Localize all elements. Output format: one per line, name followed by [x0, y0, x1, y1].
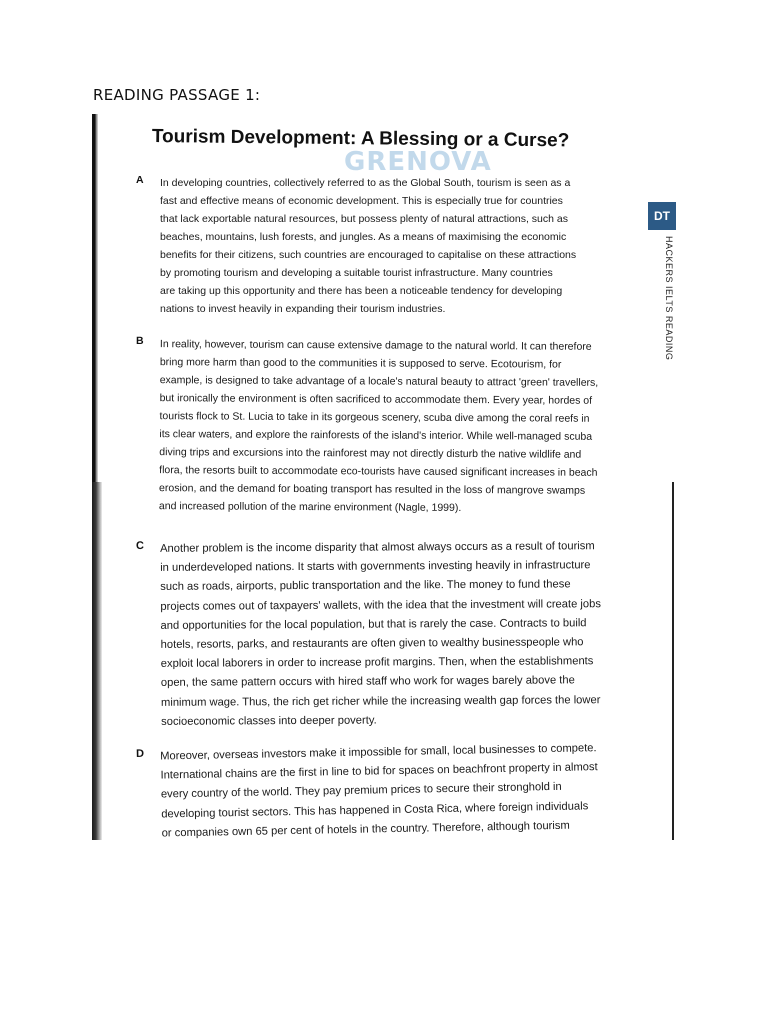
paragraph-b	[135, 335, 606, 514]
paragraph-letter: D	[136, 747, 145, 760]
paragraph-line: are taking up this opportunity and there has been a noticeable tendency for developing	[160, 285, 563, 297]
paragraph-letter: B	[135, 335, 144, 348]
paragraph-line: and increased pollution of the marine environment (Nagle, 1999).	[158, 500, 462, 514]
paragraph-line: every country of the world. They pay premium prices to secure their stronghold in	[160, 781, 562, 801]
paragraph-line: and opportunities for the local population, but that is rarely the case. Contracts to build	[160, 617, 587, 632]
paragraph-line: that lack exportable natural resources, but possess plenty of natural attractions, such as	[160, 213, 568, 225]
paragraph-line: by promoting tourism and developing a suitable tourist infrastructure. Many countries	[160, 267, 553, 279]
paragraph-line: such as roads, airports, public transportation and the like. The money to fund these	[160, 578, 571, 594]
paragraph-line: example, is designed to take advantage of a locale's natural beauty to attract 'green' travellers,	[159, 374, 599, 389]
paragraph-letter: A	[136, 174, 144, 186]
paragraph-line: flora, the resorts built to accommodate eco-tourists have caused significant increases in beach	[159, 464, 598, 479]
paragraph-line: nations to invest heavily in expanding their tourism industries.	[160, 303, 446, 315]
paragraph-line: diving trips and excursions into the rainforest may not directly disturb the native wildlife and	[159, 446, 582, 461]
paragraph-line: minimum wage. Thus, the rich get richer while the increasing wealth gap forces the lower	[160, 693, 601, 709]
passage-title: Tourism Development: A Blessing or a Curse?	[151, 126, 570, 152]
paragraph-line: International chains are the first in line to bid for spaces on beachfront property in almost	[160, 761, 598, 782]
paragraph-d	[136, 739, 606, 840]
paragraph-line: but ironically the environment is often sacrificed to accommodate them. Every year, hordes of	[159, 392, 593, 407]
paragraph-line: beaches, mountains, lush forests, and jungles. As a means of maximising the economic	[160, 231, 567, 243]
paragraph-line: benefits for their citizens, such countries are encouraged to capitalise on these attractions	[160, 249, 577, 261]
paragraph-line: or companies own 65 per cent of hotels in the country. Therefore, although tourism	[161, 819, 570, 840]
reading-passage-heading: READING PASSAGE 1:	[93, 86, 261, 104]
paragraph-line: In developing countries, collectively referred to as the Global South, tourism is seen as a	[160, 177, 571, 189]
paragraph-line: tourists flock to St. Lucia to take in its gorgeous scenery, scuba dive among the coral reefs in	[159, 410, 590, 425]
paragraph-line: its clear waters, and explore the rainforests of the island's interior. While well-managed scuba	[159, 428, 593, 443]
paragraph-line: Moreover, overseas investors make it impossible for small, local businesses to compete.	[160, 742, 597, 763]
watermark-logo: GRENOVA	[344, 147, 492, 177]
section-tab-badge: DT	[648, 202, 676, 230]
paragraph-line: bring more harm than good to the communities it is supposed to serve. Ecotourism, for	[159, 356, 562, 371]
scanned-page	[92, 114, 676, 840]
paragraph-line: open, the same pattern occurs with hired staff who work for wages barely above the	[160, 674, 575, 690]
paragraph-letter: C	[136, 539, 145, 552]
paragraph-line: exploit local laborers in order to increase profit margins. Then, when the establishments	[160, 655, 594, 671]
paragraph-line: fast and effective means of economic development. This is especially true for countries	[160, 195, 563, 207]
paragraph-line: projects comes out of taxpayers' wallets, with the idea that the investment will create jobs	[160, 597, 601, 613]
paragraph-line: developing tourist sectors. This has happened in Costa Rica, where foreign individuals	[161, 799, 589, 821]
paragraph-line: hotels, resorts, parks, and restaurants are often given to wealthy businesspeople who	[160, 636, 584, 651]
scan-page-edge	[672, 482, 674, 840]
paragraph-line: Another problem is the income disparity that almost always occurs as a result of tourism	[160, 540, 595, 555]
paragraph-line: socioeconomic classes into deeper poverty.	[161, 714, 377, 728]
paragraph-c	[136, 537, 606, 728]
paragraph-line: erosion, and the demand for boating transport has resulted in the loss of mangrove swamps	[159, 482, 586, 497]
paragraph-line: In reality, however, tourism can cause extensive damage to the natural world. It can therefore	[159, 338, 592, 353]
scan-binding-shadow-lower	[92, 482, 102, 840]
book-side-label: HACKERS IELTS READING	[664, 236, 674, 361]
paragraph-line: in underdeveloped nations. It starts with governments investing heavily in infrastructure	[160, 559, 591, 575]
